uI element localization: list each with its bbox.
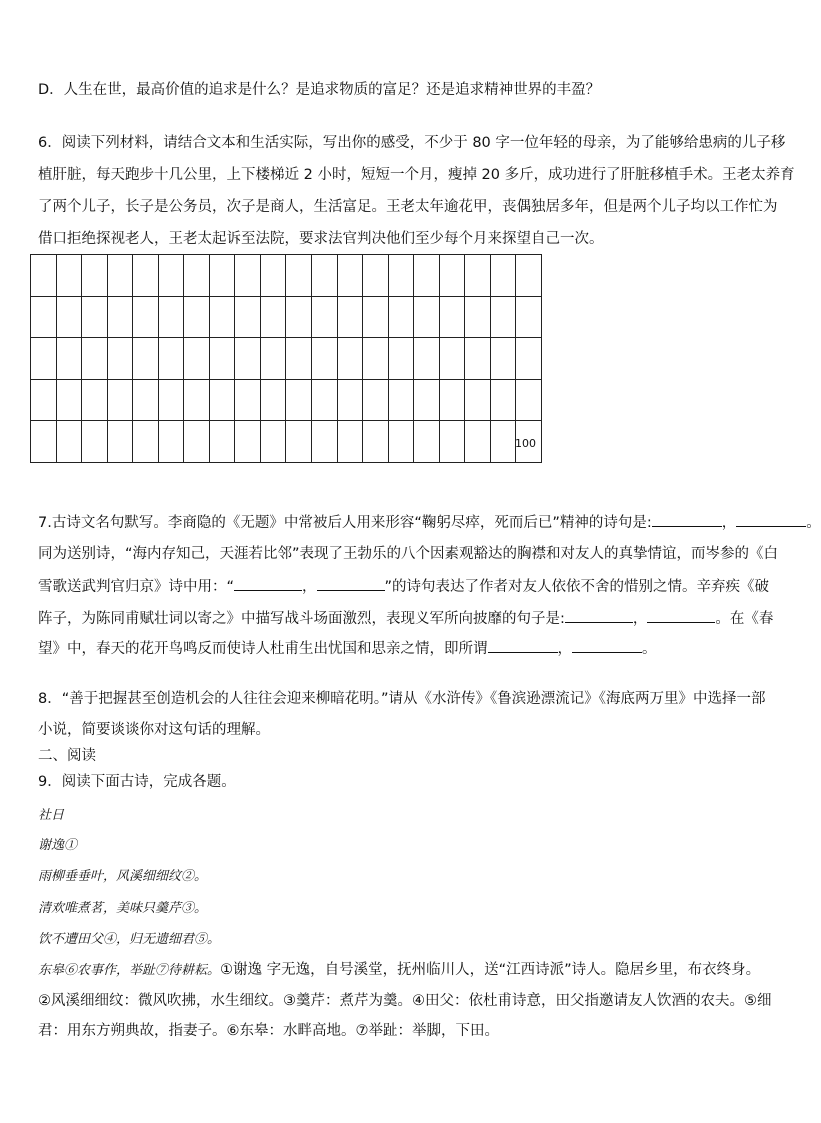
answer-blank[interactable] xyxy=(565,608,633,623)
grid-cell[interactable] xyxy=(491,255,517,297)
grid-cell[interactable] xyxy=(235,380,261,422)
grid-cell[interactable] xyxy=(82,255,108,297)
grid-cell[interactable] xyxy=(389,338,415,380)
answer-blank[interactable] xyxy=(572,638,642,653)
answer-blank[interactable] xyxy=(652,512,722,527)
grid-cell[interactable] xyxy=(338,255,364,297)
grid-cell[interactable] xyxy=(312,297,338,339)
question-8-line-1: 8．“善于把握甚至创造机会的人往往会迎来柳暗花明。”请从《水浒传》《鲁滨逊漂流记》《海底两万里》中选择一部 xyxy=(38,691,766,707)
grid-cell[interactable] xyxy=(363,255,389,297)
grid-cell[interactable] xyxy=(31,297,57,339)
grid-cell[interactable] xyxy=(261,255,287,297)
separator: ， xyxy=(557,641,572,657)
grid-cell[interactable] xyxy=(235,338,261,380)
grid-cell[interactable] xyxy=(261,421,287,463)
grid-cell[interactable] xyxy=(286,338,312,380)
grid-cell[interactable] xyxy=(159,255,185,297)
question-6-line-2: 植肝脏，每天跑步十几公里，上下楼梯近 2 小时，短短一个月，瘦掉 20 多斤，成功进行了肝脏移植手术。王老太养育 xyxy=(38,167,795,183)
grid-cell[interactable] xyxy=(57,421,83,463)
grid-cell[interactable] xyxy=(338,421,364,463)
grid-cell[interactable] xyxy=(31,338,57,380)
grid-cell[interactable] xyxy=(31,380,57,422)
question-6-line-3: 了两个儿子，长子是公务员，次子是商人，生活富足。王老太年逾花甲，丧偶独居多年，但是两个儿子均以工作忙为 xyxy=(38,199,778,215)
question-7-line-5-text: 望》中，春天的花开鸟鸣反而使诗人杜甫生出忧国和思亲之情，即所谓 xyxy=(38,641,488,657)
grid-cell[interactable] xyxy=(184,297,210,339)
grid-cell[interactable] xyxy=(184,421,210,463)
grid-cell[interactable] xyxy=(184,338,210,380)
grid-cell[interactable] xyxy=(389,421,415,463)
answer-blank[interactable] xyxy=(488,638,558,653)
grid-cell[interactable] xyxy=(389,255,415,297)
grid-cell[interactable] xyxy=(82,338,108,380)
grid-cell[interactable] xyxy=(516,338,542,380)
grid-cell[interactable] xyxy=(440,338,466,380)
poem-title: 社日 xyxy=(38,808,65,823)
grid-cell[interactable] xyxy=(286,297,312,339)
grid-cell[interactable] xyxy=(516,380,542,422)
grid-cell[interactable] xyxy=(159,421,185,463)
question-8-line-2: 小说，简要谈谈你对这句话的理解。 xyxy=(38,722,270,738)
grid-cell[interactable] xyxy=(184,255,210,297)
grid-cell[interactable] xyxy=(108,255,134,297)
grid-cell[interactable] xyxy=(235,297,261,339)
question-7-line-3-tail: ”的诗句表达了作者对友人依依不舍的惜别之情。辛弃疾《破 xyxy=(384,579,770,595)
poem-verse-4-and-note-1 xyxy=(38,960,760,981)
question-7-line-4 xyxy=(38,608,773,629)
answer-blank[interactable] xyxy=(317,576,385,591)
grid-cell[interactable] xyxy=(286,421,312,463)
grid-cell[interactable] xyxy=(465,380,491,422)
grid-cell[interactable] xyxy=(261,380,287,422)
grid-cell[interactable] xyxy=(465,297,491,339)
poem-verse-4: 东皋⑥农事作，举趾⑦待耕耘。 xyxy=(38,963,221,978)
separator: ， xyxy=(721,515,737,531)
grid-cell[interactable] xyxy=(82,421,108,463)
grid-cell[interactable] xyxy=(465,421,491,463)
question-7-line-3-text: 雪歌送武判官归京》诗中用：“ xyxy=(38,579,235,595)
grid-cell[interactable] xyxy=(82,297,108,339)
grid-cell[interactable] xyxy=(261,338,287,380)
grid-cell[interactable] xyxy=(133,255,159,297)
grid-cell[interactable] xyxy=(159,380,185,422)
answer-blank[interactable] xyxy=(647,608,715,623)
grid-cell[interactable] xyxy=(363,380,389,422)
grid-cell[interactable] xyxy=(286,380,312,422)
grid-cell[interactable] xyxy=(108,380,134,422)
writing-grid[interactable] xyxy=(30,254,542,463)
separator: ， xyxy=(632,611,648,627)
grid-cell[interactable] xyxy=(389,297,415,339)
grid-cell[interactable] xyxy=(363,421,389,463)
grid-cell[interactable] xyxy=(57,338,83,380)
grid-cell[interactable] xyxy=(57,255,83,297)
grid-cell[interactable] xyxy=(210,421,236,463)
grid-cell[interactable] xyxy=(31,421,57,463)
grid-cell[interactable] xyxy=(389,380,415,422)
question-7-line-4-tail: 。在《春 xyxy=(715,611,774,627)
grid-cell[interactable] xyxy=(159,297,185,339)
grid-cell[interactable] xyxy=(440,421,466,463)
grid-cell[interactable] xyxy=(491,297,517,339)
grid-cell[interactable] xyxy=(82,380,108,422)
question-7-line-4-text: 阵子，为陈同甫赋壮词以寄之》中描写战斗场面激烈，表现义军所向披靡的句子是: xyxy=(38,611,565,627)
grid-cell[interactable] xyxy=(516,421,542,463)
poem-note-1: ①谢逸 字无逸，自号溪堂，抚州临川人，送“江西诗派”诗人。隐居乡里，布衣终身。 xyxy=(220,962,761,978)
separator: ， xyxy=(302,579,317,595)
grid-cell[interactable] xyxy=(414,297,440,339)
grid-cell[interactable] xyxy=(312,338,338,380)
grid-cell[interactable] xyxy=(338,338,364,380)
question-6-line-4: 借口拒绝探视老人，王老太起诉至法院，要求法官判决他们至少每个月来探望自己一次。 xyxy=(38,231,604,247)
grid-cell[interactable] xyxy=(363,297,389,339)
grid-cell[interactable] xyxy=(57,297,83,339)
grid-cell[interactable] xyxy=(414,421,440,463)
grid-cell[interactable] xyxy=(210,297,236,339)
grid-cell[interactable] xyxy=(312,421,338,463)
grid-cell[interactable] xyxy=(440,297,466,339)
grid-cell[interactable] xyxy=(108,338,134,380)
grid-cell[interactable] xyxy=(465,338,491,380)
separator: 。 xyxy=(806,515,821,531)
grid-cell[interactable] xyxy=(108,421,134,463)
grid-cell[interactable] xyxy=(491,380,517,422)
question-9-title: 9．阅读下面古诗，完成各题。 xyxy=(38,774,236,790)
poem-note-2: ②风溪细细纹：微风吹拂，水生细纹。③羹芹：煮芹为羹。④田父：依杜甫诗意，田父指邀请友人饮酒的农夫。⑤细 xyxy=(38,993,772,1009)
poem-verse-2: 清欢唯煮茗，美味只羹芹③。 xyxy=(38,901,208,916)
grid-cell[interactable] xyxy=(363,338,389,380)
grid-cell[interactable] xyxy=(338,380,364,422)
grid-cell[interactable] xyxy=(108,297,134,339)
grid-cell[interactable] xyxy=(516,255,542,297)
question-6-line-1: 6．阅读下列材料，请结合文本和生活实际，写出你的感受，不少于 80 字一位年轻的母亲，为了能够给患病的儿子移 xyxy=(38,135,786,151)
grid-count-mark: 100 xyxy=(514,436,536,450)
grid-cell[interactable] xyxy=(133,297,159,339)
grid-cell[interactable] xyxy=(184,380,210,422)
grid-cell[interactable] xyxy=(210,255,236,297)
grid-cell[interactable] xyxy=(261,297,287,339)
grid-cell[interactable] xyxy=(31,255,57,297)
question-7-line-3 xyxy=(38,576,769,597)
section-heading-reading: 二、阅读 xyxy=(38,748,96,764)
grid-cell[interactable] xyxy=(235,255,261,297)
answer-blank[interactable] xyxy=(234,576,302,591)
grid-cell[interactable] xyxy=(516,297,542,339)
grid-cell[interactable] xyxy=(338,297,364,339)
grid-cell[interactable] xyxy=(312,380,338,422)
grid-cell[interactable] xyxy=(286,255,312,297)
question-7-line-2: 同为送别诗，“海内存知己，天涯若比邻”表现了王勃乐的八个因素观豁达的胸襟和对友人的真挚情谊，而岑参的《白 xyxy=(38,546,779,562)
grid-cell[interactable] xyxy=(210,380,236,422)
question-5-option-d: D．人生在世，最高价值的追求是什么？是追求物质的富足？还是追求精神世界的丰盈？ xyxy=(38,82,601,98)
grid-cell[interactable] xyxy=(57,380,83,422)
grid-cell[interactable] xyxy=(235,421,261,463)
grid-cell[interactable] xyxy=(440,255,466,297)
grid-cell[interactable] xyxy=(440,380,466,422)
grid-cell[interactable] xyxy=(491,338,517,380)
answer-blank[interactable] xyxy=(736,512,806,527)
grid-cell[interactable] xyxy=(133,338,159,380)
question-7-line-1-text: 7.古诗文名句默写。李商隐的《无题》中常被后人用来形容“鞠躬尽瘁，死而后已”精神的诗句是: xyxy=(38,515,652,531)
grid-cell[interactable] xyxy=(414,255,440,297)
grid-cell[interactable] xyxy=(312,255,338,297)
question-7-line-1 xyxy=(38,512,821,533)
grid-cell[interactable] xyxy=(133,380,159,422)
grid-cell[interactable] xyxy=(210,338,236,380)
poem-verse-1: 雨柳垂垂叶，风溪细细纹②。 xyxy=(38,869,208,884)
poem-verse-3: 饮不遭田父④，归无遗细君⑤。 xyxy=(38,932,221,947)
grid-cell[interactable] xyxy=(491,421,517,463)
grid-cell[interactable] xyxy=(414,380,440,422)
poem-author: 谢逸① xyxy=(38,838,78,853)
poem-note-3: 君：用东方朔典故，指妻子。⑥东皋：水畔高地。⑦举趾：举脚，下田。 xyxy=(38,1023,499,1039)
question-7-line-5 xyxy=(38,638,657,659)
grid-cell[interactable] xyxy=(465,255,491,297)
grid-cell[interactable] xyxy=(133,421,159,463)
grid-cell[interactable] xyxy=(159,338,185,380)
separator: 。 xyxy=(642,641,657,657)
grid-cell[interactable] xyxy=(414,338,440,380)
